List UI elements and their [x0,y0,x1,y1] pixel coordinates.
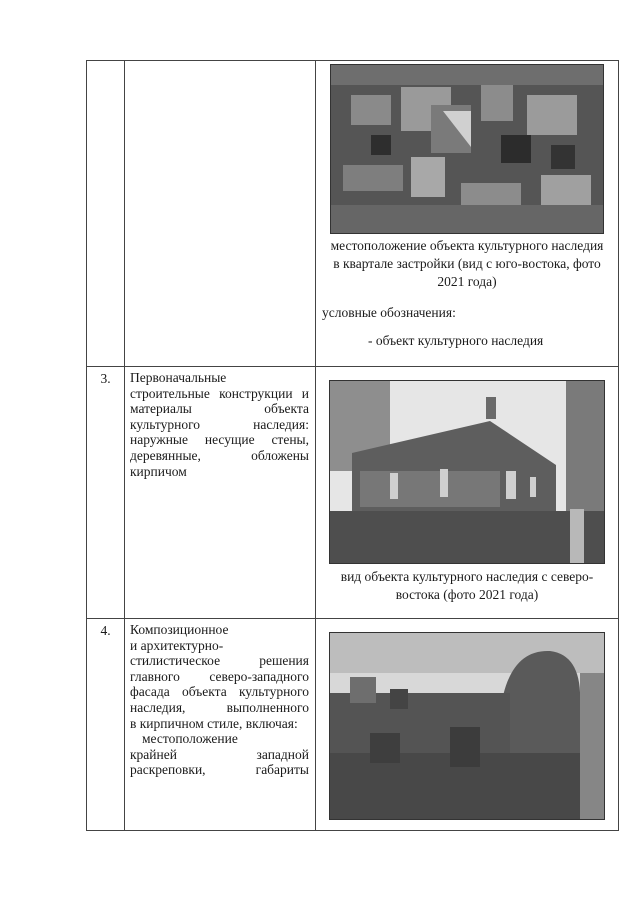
row-image-cell [316,367,619,619]
row-description-cell [125,61,316,367]
description-line: и архитектурно- [130,637,224,653]
building-photo-caption: вид объекта культурного наследия с северо-востока (фото 2021 года) [340,569,594,602]
description-line: стилистическое решения главного северо-западного фасада объекта культурного наследия, выполненного [130,653,309,715]
description-line: в кирпичном стиле, включая: [130,715,298,731]
description-line: кирпичом [130,463,187,479]
aerial-photo-caption: местоположение объекта культурного наследия в квартале застройки (вид с юго-востока, фото 2021 года) [330,238,604,289]
facade-photo-northwest [329,632,605,820]
table-row [87,367,619,619]
description-line: Первоначальные [130,370,227,385]
description-line: Композиционное [130,622,229,637]
aerial-photo [330,64,604,234]
legend-title: условные обозначения: [322,305,456,320]
building-photo-image [330,381,604,563]
description-line: крайней западной раскреповки, габариты [130,746,309,778]
table-row [87,61,619,367]
row-image-cell [316,61,619,367]
row-number-cell: 4. [87,619,125,831]
legend-item: - объект культурного наследия [368,333,544,348]
row-description-cell [125,619,316,831]
building-photo-northeast [329,380,605,564]
description-line: строительные конструкции и материалы объекта культурного наследия: наружные несущие стены, деревянные, обложены [130,385,309,463]
row-description-cell [125,367,316,619]
row-number-cell [87,61,125,367]
row-image-cell [316,619,619,831]
table-row [87,619,619,831]
description-line: местоположение [142,731,238,747]
facade-photo-image [330,633,604,819]
heritage-object-table [86,60,619,831]
row-number-cell: 3. [87,367,125,619]
aerial-photo-image [331,65,603,233]
